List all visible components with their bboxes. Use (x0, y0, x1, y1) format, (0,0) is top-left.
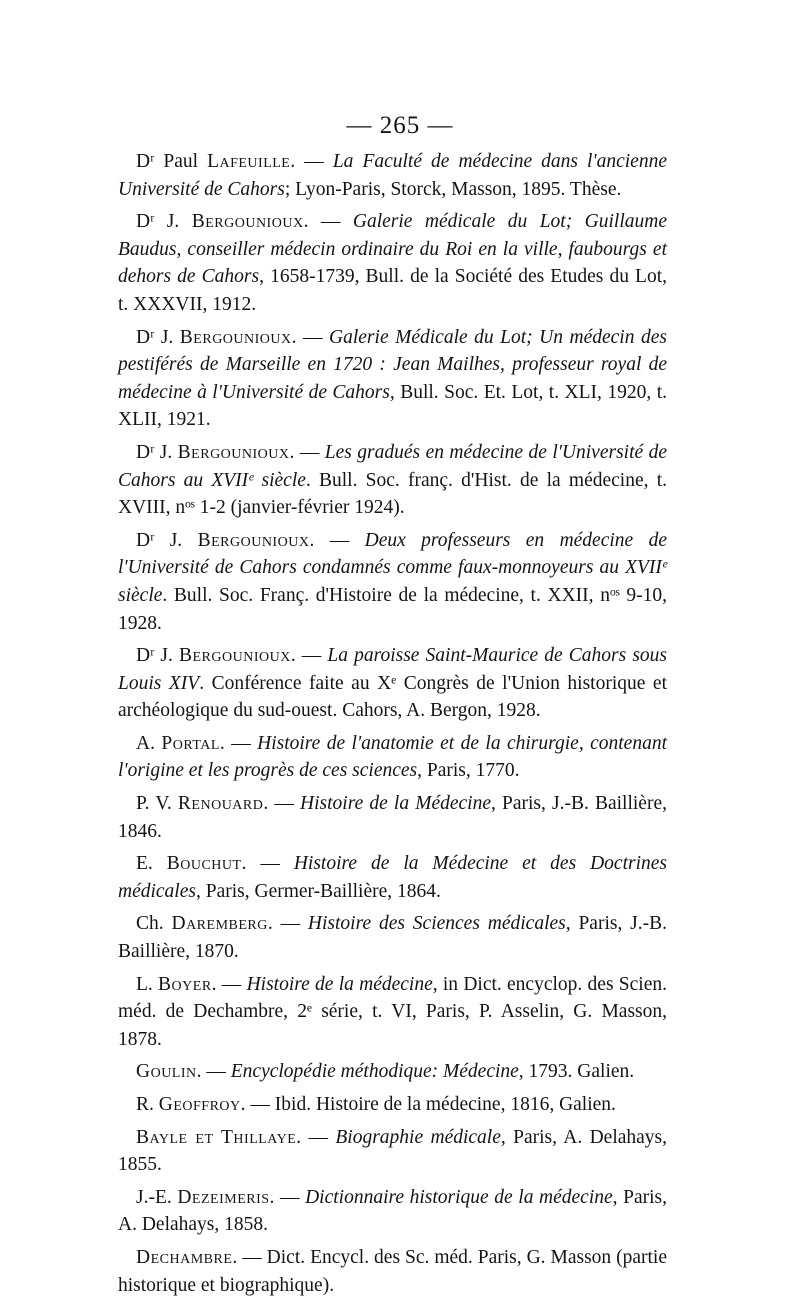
bibliography-entry (118, 971, 667, 1054)
publication-details: , Paris, A. Delahays, 1855. (118, 1126, 668, 1176)
entry-separator: . — (291, 326, 330, 348)
entry-separator: . — (290, 151, 333, 172)
publication-details: . Bull. Soc. Franç. d'Histoire de la médecine, t. XXII, nᵒˢ 9-10, 1928. (118, 584, 667, 634)
work-title: Encyclopédie méthodique: Médecine (230, 1061, 519, 1083)
author-prefix: Dʳ J. (136, 529, 198, 551)
author-name: Bergounioux (197, 529, 310, 551)
bibliography-entry (118, 208, 667, 318)
work-title: Histoire de la Médecine et des Doctrines médicales (118, 853, 667, 902)
bibliography-entry (118, 850, 667, 905)
entry-separator: . — (303, 211, 353, 233)
bibliography-entry (118, 1244, 667, 1299)
entry-separator: . — (309, 529, 365, 551)
author-prefix: Dʳ J. (136, 645, 179, 667)
publication-details: , 1793. Galien. (518, 1061, 635, 1083)
work-title: Galerie Médicale du Lot; Un médecin des pestiférés de Marseille en 1720 : Jean Mailhes, professeur royal de médecine à l'Université de Cahors (118, 326, 667, 403)
author-name: Bergounioux (177, 441, 290, 463)
author-prefix: A. (136, 732, 162, 754)
author-prefix: R. (136, 1094, 159, 1115)
author-prefix: Dʳ Paul (136, 151, 208, 172)
publication-details: ; Lyon-Paris, Storck, Masson, 1895. Thèse. (284, 178, 622, 200)
bibliography-entry (118, 1124, 667, 1179)
bibliography-entry (118, 527, 667, 637)
work-title: Galerie médicale du Lot; Guillaume Baudus, conseiller médecin ordinaire du Roi en la ville, faubourgs et dehors de Cahors (118, 211, 668, 288)
work-title: Histoire de la médecine (246, 973, 433, 995)
work-title: Biographie médicale (335, 1126, 501, 1148)
entry-separator: . — (211, 973, 247, 995)
publication-details: , Bull. Soc. Et. Lot, t. XLI, 1920, t. XLII, 1921. (118, 381, 667, 431)
entry-separator: . — (263, 793, 301, 815)
publication-details: , Paris, 1770. (417, 760, 520, 782)
bibliography-entry (118, 1184, 667, 1239)
bibliography-list (118, 148, 667, 1304)
author-name: Geoffroy (158, 1094, 241, 1115)
work-title: La paroisse Saint-Maurice de Cahors sous Louis XIV (118, 645, 667, 694)
publication-details: , Paris, J.-B. Baillière, 1870. (118, 913, 668, 963)
bibliography-entry (118, 148, 667, 203)
publication-details: , Paris, Germer-Baillière, 1864. (195, 880, 441, 902)
author-prefix: Dʳ J. (136, 441, 178, 463)
author-name: Goulin (136, 1061, 197, 1083)
entry-separator: . — (196, 1061, 231, 1083)
page-number: — 265 — (346, 112, 454, 139)
author-name: Dezeimeris (177, 1186, 270, 1208)
bibliography-entry (118, 790, 667, 845)
author-prefix: E. (136, 853, 167, 875)
author-name: Bergounioux (191, 211, 304, 233)
publication-details: Ibid. Histoire de la médecine, 1816, Galien. (274, 1094, 616, 1115)
publication-details: , Paris, A. Delahays, 1858. (118, 1186, 668, 1236)
author-prefix: Ch. (136, 913, 172, 935)
entry-separator: . — (289, 441, 325, 463)
author-name: Dechambre (136, 1246, 233, 1268)
author-name: Portal (161, 732, 220, 754)
entry-separator: . — (232, 1246, 267, 1268)
publication-details: , in Dict. encyclop. des Scien. méd. de Dechambre, 2ᵉ série, t. VI, Paris, P. Asselin, G. Masson, 1878. (118, 973, 667, 1050)
work-title: Deux professeurs en médecine de l'Université de Cahors condamnés comme faux-monnoyeurs au XVIIᵉ siècle (118, 529, 667, 606)
work-title: Histoire de l'anatomie et de la chirurgie, contenant l'origine et les progrès de ces sciences (118, 732, 668, 782)
bibliography-entry (118, 439, 667, 522)
work-title: Les gradués en médecine de l'Université de Cahors au XVIIᵉ siècle (118, 441, 667, 491)
work-title: La Faculté de médecine dans l'ancienne Université de Cahors (118, 151, 667, 200)
author-name: Renouard (177, 793, 264, 815)
entry-separator: . — (296, 1126, 336, 1148)
entry-separator: . — (219, 732, 258, 754)
entry-separator: . — (240, 1094, 275, 1115)
author-name: Lafeuille (207, 151, 291, 172)
bibliography-entry (118, 1058, 667, 1086)
author-prefix: Dʳ J. (136, 326, 180, 348)
author-prefix: J.-E. (136, 1186, 178, 1208)
bibliography-entry (118, 324, 667, 434)
entry-separator: . — (269, 1186, 306, 1208)
publication-details: , Paris, J.-B. Baillière, 1846. (118, 793, 667, 842)
work-title: Histoire de la Médecine (300, 793, 491, 815)
author-name: Bergounioux (178, 645, 291, 667)
author-name: Bergounioux (179, 326, 292, 348)
author-name: Bouchut (166, 853, 242, 875)
work-title: Histoire des Sciences médicales (307, 913, 566, 935)
entry-separator: . — (267, 913, 308, 935)
author-prefix: P. V. (136, 793, 178, 815)
publication-details: . Bull. Soc. franç. d'Hist. de la médecine, t. XVIII, nᵒˢ 1-2 (janvier-février 1924). (118, 469, 667, 519)
author-name: Bayle et Thillaye (136, 1126, 297, 1148)
publication-details: Dict. Encycl. des Sc. méd. Paris, G. Masson (partie historique et biographique). (118, 1246, 667, 1296)
bibliography-entry (118, 730, 667, 785)
bibliography-entry (118, 910, 667, 965)
publication-details: . Conférence faite au Xᵉ Congrès de l'Union historique et archéologique du sud-ouest. Cahors, A. Bergon, 1928. (118, 672, 667, 722)
publication-details: , 1658-1739, Bull. de la Société des Etudes du Lot, t. XXXVII, 1912. (118, 266, 668, 315)
author-prefix: Dʳ J. (136, 211, 192, 233)
entry-separator: . — (290, 645, 328, 667)
work-title: Dictionnaire historique de la médecine (305, 1186, 613, 1208)
author-prefix: L. (136, 973, 159, 995)
author-name: Boyer (158, 973, 212, 995)
author-name: Daremberg (171, 913, 268, 935)
bibliography-entry (118, 1091, 667, 1119)
bibliography-entry (118, 642, 667, 725)
entry-separator: . — (241, 853, 294, 875)
